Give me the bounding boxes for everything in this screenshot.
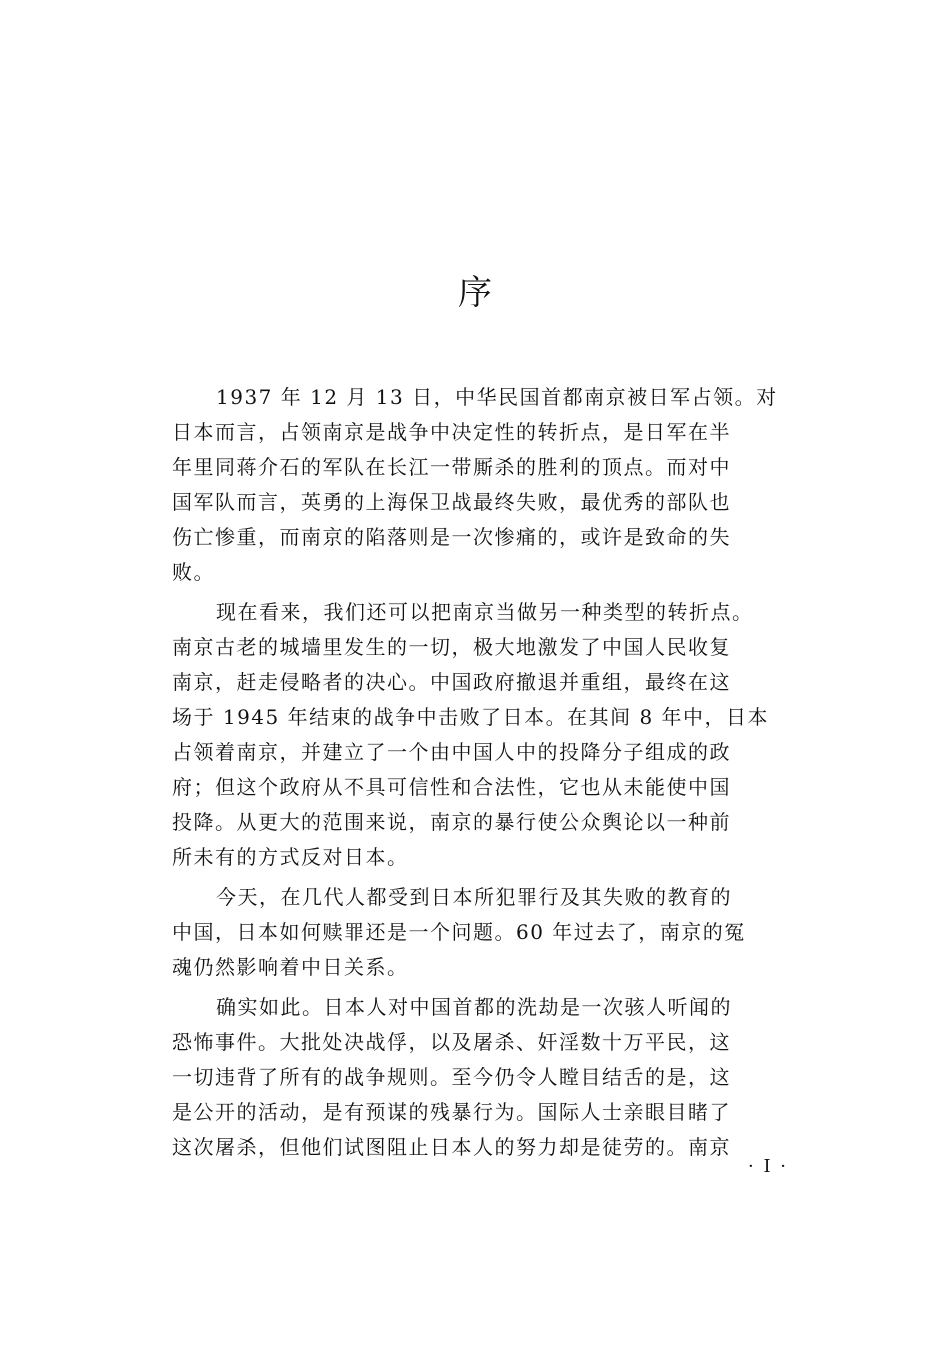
text-line: 投降。从更大的范围来说，南京的暴行使公众舆论以一种前 (172, 810, 731, 834)
text-line: 魂仍然影响着中日关系。 (172, 955, 409, 979)
paragraph-2 (172, 595, 788, 875)
paragraph-4 (172, 990, 788, 1165)
text-line: 是公开的活动，是有预谋的残暴行为。国际人士亲眼目睹了 (172, 1100, 731, 1124)
text-line: 场于 1945 年结束的战争中击败了日本。在其间 8 年中，日本 (172, 705, 770, 729)
text-line: 国军队而言，英勇的上海保卫战最终失败，最优秀的部队也 (172, 490, 731, 514)
text-line: 中国，日本如何赎罪还是一个问题。60 年过去了，南京的冤 (172, 920, 746, 944)
text-line: 府；但这个政府从不具可信性和合法性，它也从未能使中国 (172, 775, 731, 799)
text-line: 南京，赶走侵略者的决心。中国政府撤退并重组，最终在这 (172, 670, 731, 694)
text-line: 恐怖事件。大批处决战俘，以及屠杀、奸淫数十万平民，这 (172, 1030, 731, 1054)
text-line: 败。 (172, 560, 215, 584)
text-line: 年里同蒋介石的军队在长江一带厮杀的胜利的顶点。而对中 (172, 455, 731, 479)
text-line: 今天，在几代人都受到日本所犯罪行及其失败的教育的 (216, 885, 732, 909)
text-line: 现在看来，我们还可以把南京当做另一种类型的转折点。 (216, 600, 754, 624)
page-number: · I · (748, 1156, 788, 1177)
text-line: 南京古老的城墙里发生的一切，极大地激发了中国人民收复 (172, 635, 731, 659)
text-line: 这次屠杀，但他们试图阻止日本人的努力却是徒劳的。南京 (172, 1135, 731, 1159)
page-title: 序 (458, 273, 494, 313)
text-line: 日本而言，占领南京是战争中决定性的转折点，是日军在半 (172, 420, 731, 444)
body-text (172, 380, 788, 1165)
text-line: 确实如此。日本人对中国首都的洗劫是一次骇人听闻的 (216, 995, 732, 1019)
paragraph-3 (172, 880, 788, 985)
text-line: 伤亡惨重，而南京的陷落则是一次惨痛的，或许是致命的失 (172, 525, 731, 549)
text-line: 1937 年 12 月 13 日，中华民国首都南京被日军占领。对 (216, 385, 778, 409)
text-line: 所未有的方式反对日本。 (172, 845, 409, 869)
paragraph-1 (172, 380, 788, 590)
text-line: 占领着南京，并建立了一个由中国人中的投降分子组成的政 (172, 740, 731, 764)
text-line: 一切违背了所有的战争规则。至今仍令人瞠目结舌的是，这 (172, 1065, 731, 1089)
